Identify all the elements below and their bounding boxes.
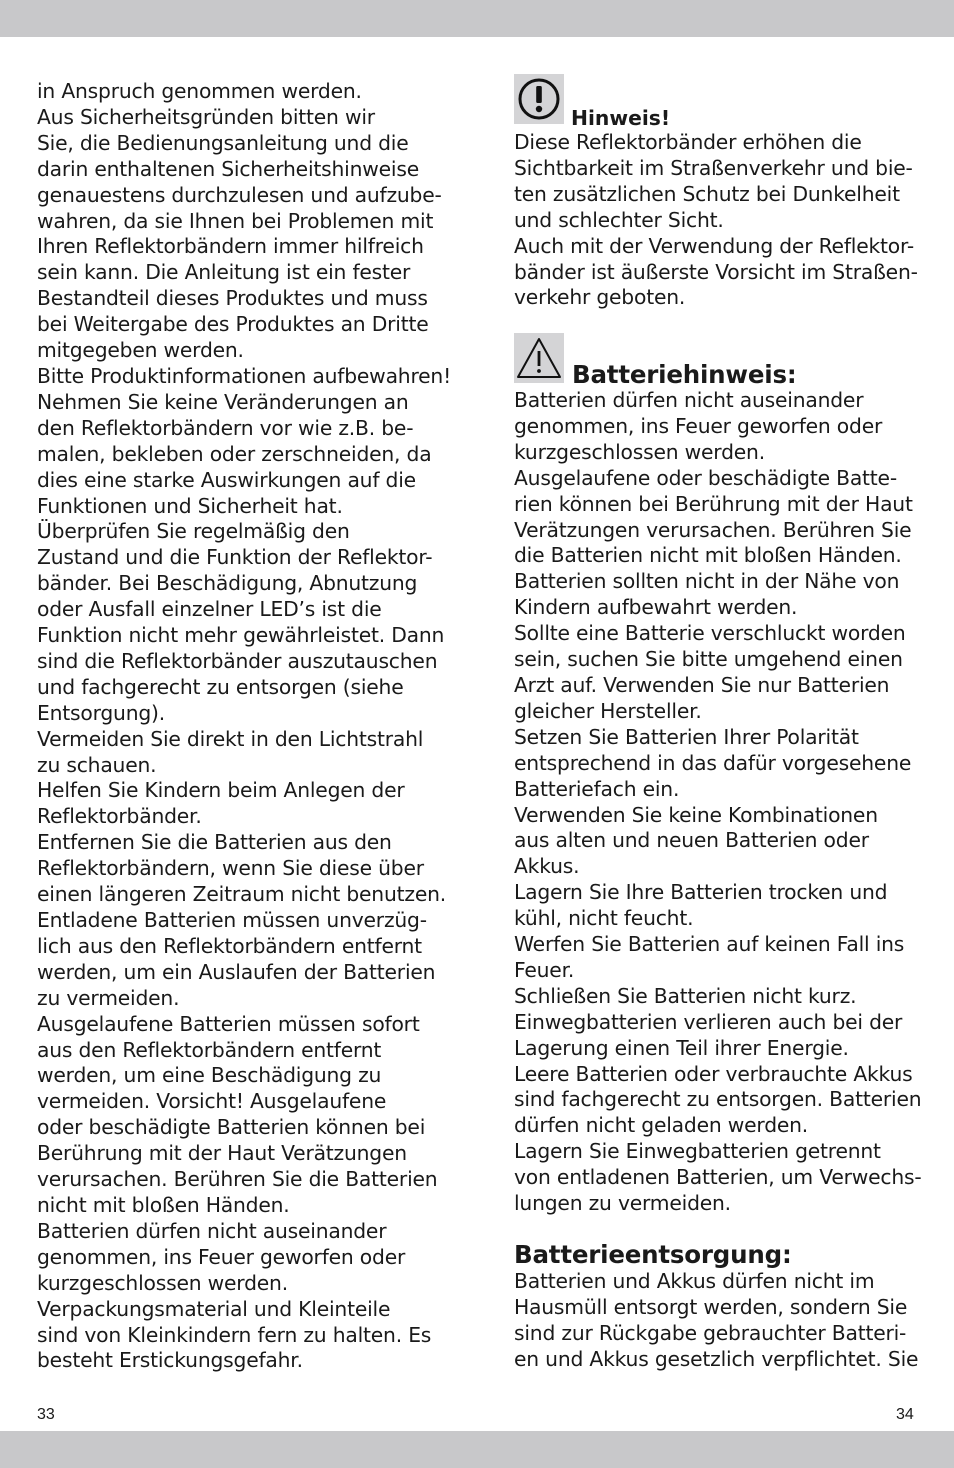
- text-line: verkehr geboten.: [514, 285, 686, 310]
- text-line: zu schauen.: [37, 752, 157, 777]
- text-line: aus alten und neuen Batterien oder: [514, 828, 869, 853]
- text-line: Sie, die Bedienungsanleitung und die: [37, 130, 409, 155]
- text-line: Sollte eine Batterie verschluckt worden: [514, 621, 906, 646]
- text-line: nicht mit bloßen Händen.: [37, 1192, 290, 1217]
- batterieentsorgung-body: [514, 1269, 918, 1373]
- text-line: Verätzungen verursachen. Berühren Sie: [514, 517, 912, 542]
- text-line: oder beschädigte Batterien können bei: [37, 1115, 426, 1140]
- text-line: und fachgerecht zu entsorgen (siehe: [37, 674, 404, 699]
- hinweis-body: [514, 130, 918, 311]
- text-line: lungen zu vermeiden.: [514, 1191, 731, 1216]
- text-line: Arzt auf. Verwenden Sie nur Batterien: [514, 672, 890, 697]
- text-line: Batterien und Akkus dürfen nicht im: [514, 1269, 875, 1293]
- text-line: Lagern Sie Einwegbatterien getrennt: [514, 1139, 881, 1164]
- text-line: Lagerung einen Teil ihrer Energie.: [514, 1035, 849, 1060]
- text-line: genauestens durchzulesen und aufzube-: [37, 182, 442, 207]
- text-line: Vermeiden Sie direkt in den Lichtstrahl: [37, 726, 424, 751]
- text-line: Auch mit der Verwendung der Reflektor-: [514, 233, 914, 258]
- text-line: Ihren Reflektorbändern immer hilfreich: [37, 234, 424, 259]
- text-line: sind von Kleinkindern fern zu halten. Es: [37, 1322, 432, 1347]
- text-line: sein, suchen Sie bitte umgehend einen: [514, 647, 903, 672]
- text-line: Nehmen Sie keine Veränderungen an: [37, 389, 409, 414]
- text-line: Berührung mit der Haut Verätzungen: [37, 1141, 407, 1166]
- text-line: genommen, ins Feuer geworfen oder: [37, 1244, 406, 1269]
- text-line: besteht Erstickungsgefahr.: [37, 1348, 303, 1373]
- text-line: kurzgeschlossen werden.: [514, 439, 765, 464]
- exclamation-icon: [514, 74, 564, 124]
- text-line: oder Ausfall einzelner LED’s ist die: [37, 597, 382, 622]
- text-line: aus den Reflektorbändern entfernt: [37, 1037, 382, 1062]
- page-number-right: 34: [896, 1406, 914, 1423]
- text-line: dies eine starke Auswirkungen auf die: [37, 467, 416, 492]
- text-line: den Reflektorbändern vor wie z.B. be-: [37, 415, 414, 440]
- text-line: kühl, nicht feucht.: [514, 906, 694, 931]
- left-column: [37, 79, 452, 1374]
- text-line: Batteriefach ein.: [514, 776, 680, 801]
- hinweis-title: Hinweis!: [571, 106, 671, 130]
- text-line: Helfen Sie Kindern beim Anlegen der: [37, 778, 405, 803]
- text-line: Aus Sicherheitsgründen bitten wir: [37, 104, 375, 129]
- text-line: Lagern Sie Ihre Batterien trocken und: [514, 880, 888, 905]
- text-line: und schlechter Sicht.: [514, 207, 724, 232]
- text-line: darin enthaltenen Sicherheitshinweise: [37, 156, 419, 181]
- text-line: malen, bekleben oder zerschneiden, da: [37, 441, 432, 466]
- text-line: sein kann. Die Anleitung ist ein fester: [37, 260, 411, 285]
- text-line: dürfen nicht geladen werden.: [514, 1113, 809, 1138]
- text-line: en und Akkus gesetzlich verpflichtet. Sie: [514, 1346, 919, 1371]
- text-line: lich aus den Reflektorbändern entfernt: [37, 933, 422, 958]
- text-line: Reflektorbändern, wenn Sie diese über: [37, 856, 424, 881]
- text-line: Batterien sollten nicht in der Nähe von: [514, 569, 900, 594]
- text-line: Verwenden Sie keine Kombinationen: [514, 802, 878, 827]
- top-gray-band: [0, 0, 954, 37]
- text-line: Hausmüll entsorgt werden, sondern Sie: [514, 1294, 908, 1319]
- text-line: Ausgelaufene oder beschädigte Batte-: [514, 465, 897, 490]
- text-line: genommen, ins Feuer geworfen oder: [514, 413, 883, 438]
- text-line: einen längeren Zeitraum nicht benutzen.: [37, 882, 446, 907]
- text-line: die Batterien nicht mit bloßen Händen.: [514, 543, 902, 568]
- text-line: Zustand und die Funktion der Reflektor-: [37, 545, 433, 570]
- batterieentsorgung-title: Batterieentsorgung:: [514, 1240, 792, 1269]
- text-line: von entladenen Batterien, um Verwechs-: [514, 1165, 922, 1190]
- batteriehinweis-icon-box: [514, 333, 564, 383]
- text-line: Batterien dürfen nicht auseinander: [37, 1218, 387, 1243]
- text-line: bei Weitergabe des Produktes an Dritte: [37, 312, 429, 337]
- text-line: Reflektorbänder.: [37, 804, 202, 829]
- warning-triangle-icon: [514, 333, 564, 383]
- text-line: vermeiden. Vorsicht! Ausgelaufene: [37, 1089, 387, 1114]
- text-line: Schließen Sie Batterien nicht kurz.: [514, 983, 857, 1008]
- text-line: kurzgeschlossen werden.: [37, 1270, 288, 1295]
- text-line: Verpackungsmaterial und Kleinteile: [37, 1296, 391, 1321]
- text-line: Funktionen und Sicherheit hat.: [37, 493, 343, 518]
- text-line: ten zusätzlichen Schutz bei Dunkelheit: [514, 181, 900, 206]
- text-line: Funktion nicht mehr gewährleistet. Dann: [37, 623, 445, 648]
- text-line: entsprechend in das dafür vorgesehene: [514, 750, 912, 775]
- batteriehinweis-title: Batteriehinweis:: [572, 360, 797, 389]
- text-line: Einwegbatterien verlieren auch bei der: [514, 1009, 903, 1034]
- text-line: mitgegeben werden.: [37, 338, 244, 363]
- text-line: Setzen Sie Batterien Ihrer Polarität: [514, 724, 859, 749]
- text-line: sind fachgerecht zu entsorgen. Batterien: [514, 1087, 922, 1112]
- hinweis-icon-box: [514, 74, 564, 124]
- text-line: Entsorgung).: [37, 700, 165, 725]
- text-line: in Anspruch genommen werden.: [37, 79, 362, 103]
- text-line: Batterien dürfen nicht auseinander: [514, 388, 864, 412]
- text-line: zu vermeiden.: [37, 985, 180, 1010]
- text-line: bänder ist äußerste Vorsicht im Straßen-: [514, 259, 918, 284]
- text-line: sind zur Rückgabe gebrauchter Batteri-: [514, 1320, 907, 1345]
- text-line: Bitte Produktinformationen aufbewahren!: [37, 363, 452, 388]
- text-line: werden, um eine Beschädigung zu: [37, 1063, 382, 1088]
- text-line: Sichtbarkeit im Straßenverkehr und bie-: [514, 155, 913, 180]
- text-line: Werfen Sie Batterien auf keinen Fall ins: [514, 932, 905, 957]
- text-line: Entladene Batterien müssen unverzüg-: [37, 908, 427, 932]
- text-line: Kindern aufbewahrt werden.: [514, 595, 798, 620]
- text-line: Ausgelaufene Batterien müssen sofort: [37, 1011, 420, 1036]
- text-line: Leere Batterien oder verbrauchte Akkus: [514, 1061, 913, 1086]
- text-line: Diese Reflektorbänder erhöhen die: [514, 130, 862, 154]
- text-line: wahren, da sie Ihnen bei Problemen mit: [37, 208, 434, 233]
- text-line: bänder. Bei Beschädigung, Abnutzung: [37, 571, 418, 596]
- page-number-left: 33: [37, 1406, 55, 1423]
- text-line: rien können bei Berührung mit der Haut: [514, 491, 913, 516]
- bottom-gray-band: [0, 1431, 954, 1468]
- text-line: gleicher Hersteller.: [514, 698, 702, 723]
- text-line: werden, um ein Auslaufen der Batterien: [37, 959, 436, 984]
- text-line: verursachen. Berühren Sie die Batterien: [37, 1167, 438, 1192]
- text-line: Bestandteil dieses Produktes und muss: [37, 286, 428, 311]
- text-line: Akkus.: [514, 854, 580, 879]
- text-line: sind die Reflektorbänder auszutauschen: [37, 648, 438, 673]
- text-line: Entfernen Sie die Batterien aus den: [37, 830, 392, 855]
- text-line: Feuer.: [514, 957, 575, 982]
- batteriehinweis-body: [514, 388, 922, 1217]
- text-line: Überprüfen Sie regelmäßig den: [37, 519, 350, 544]
